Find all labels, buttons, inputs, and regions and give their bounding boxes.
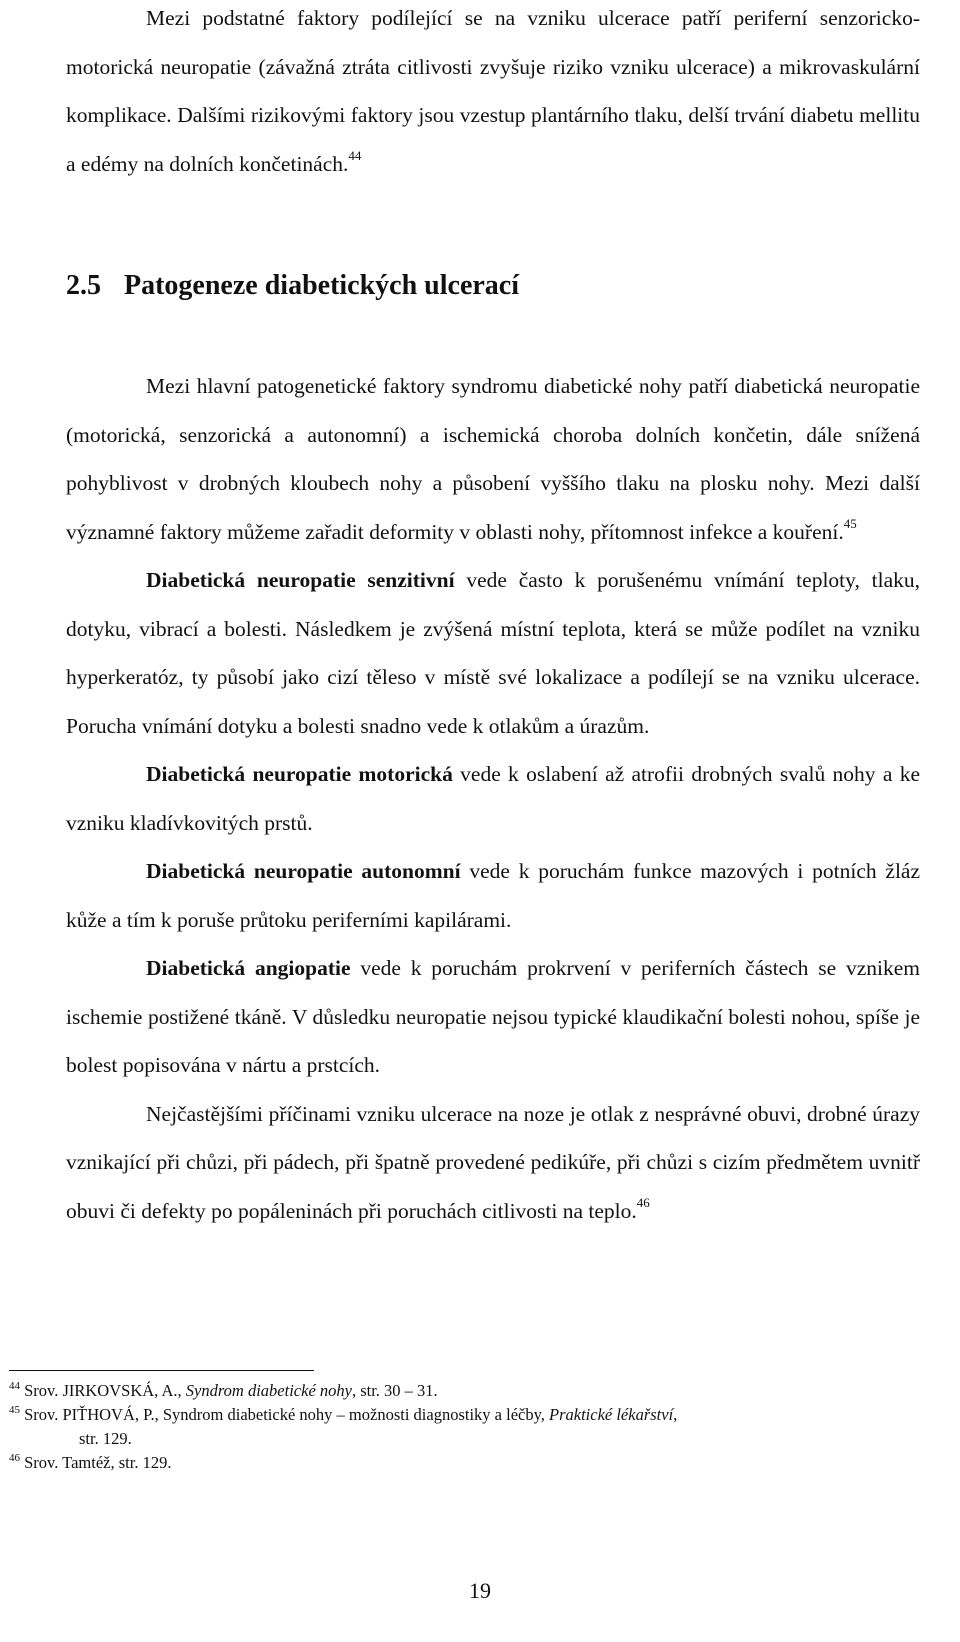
footnote-44: $^{44}$ Srov. JIRKOVSKÁ, A., Syndrom diabetické nohy, str. 30 – 31.	[9, 1380, 438, 1400]
footnote-46: $^{46}$ Srov. Tamtéž, str. 129.	[9, 1452, 172, 1472]
section-title: Patogeneze diabetických ulcerací	[124, 270, 520, 301]
intro-text: Mezi podstatné faktory podílející se na vzniku ulcerace patří periferní senzoricko-motorická neuropatie (závažná ztráta citlivosti zvyšuje riziko vzniku ulcerace) a mikrovaskulární komplikace. Dalšími rizikovými faktory jsou vzestup plantárního tlaku, delší trvání diabetu mellitu a edémy na dolních končetinách.	[66, 6, 920, 176]
footnotes	[9, 1379, 909, 1475]
paragraph-ulcer-causes: Nejčastějšími příčinami vzniku ulcerace na noze je otlak z nesprávné obuvi, drobné úrazy vznikající při chůzi, při pádech, při špatně provedené pedikúře, při chůzi s cizím předmětem uvnitř obuvi či defekty po popáleninách při poruchách citlivosti na teplo.$^{46}$	[66, 1101, 920, 1223]
footnote-separator	[9, 1370, 314, 1371]
paragraph-pathogenetic-factors: Mezi hlavní patogenetické faktory syndromu diabetické nohy patří diabetická neuropatie (motorická, senzorická a autonomní) a ischemická choroba dolních končetin, dále snížená pohyblivost v drobných kloubech nohy a působení vyššího tlaku na plosku nohy. Mezi další významné faktory můžeme zařadit deformity v oblasti nohy, přítomnost infekce a kouření.$^{45}$	[66, 374, 920, 544]
term-sensory-neuropathy: Diabetická neuropatie senzitivní	[146, 568, 455, 592]
paragraph-angiopathy: Diabetická angiopatie vede k poruchám prokrvení v periferních částech se vznikem ischemie postižené tkáně. V důsledku neuropatie nejsou typické klaudikační bolesti nohou, spíše je bolest popisována v nártu a prstcích.	[66, 956, 920, 1077]
page-number: 19	[469, 1578, 491, 1603]
term-motor-neuropathy: Diabetická neuropatie motorická	[146, 762, 453, 786]
intro-paragraph	[66, 0, 920, 188]
section-body	[66, 362, 920, 1235]
term-autonomic-neuropathy: Diabetická neuropatie autonomní	[146, 859, 461, 883]
footnote-ref-45[interactable]: 45	[843, 515, 857, 531]
footnote-ref-46[interactable]: 46	[636, 1194, 650, 1210]
footnote-45-continuation: str. 129.	[79, 1429, 132, 1448]
paragraph-sensory-neuropathy: Diabetická neuropatie senzitivní vede často k porušenému vnímání teploty, tlaku, dotyku, vibrací a bolesti. Následkem je zvýšená místní teplota, která se může podílet na vzniku hyperkeratóz, ty působí jako cizí těleso v místě své lokalizace a podílejí se na vzniku ulcerace. Porucha vnímání dotyku a bolesti snadno vede k otlakům a úrazům.	[66, 568, 920, 738]
section-number: 2.5	[66, 270, 101, 301]
paragraph-motor-neuropathy: Diabetická neuropatie motorická vede k oslabení až atrofii drobných svalů nohy a ke vzniku kladívkovitých prstů.	[66, 762, 920, 835]
footnote-45: $^{45}$ Srov. PIŤHOVÁ, P., Syndrom diabetické nohy – možnosti diagnostiky a léčby, Praktické lékařství,	[9, 1404, 678, 1424]
paragraph-autonomic-neuropathy: Diabetická neuropatie autonomní vede k poruchám funkce mazových i potních žláz kůže a tím k poruše průtoku periferními kapilárami.	[66, 859, 920, 932]
section-heading	[66, 270, 519, 302]
footnote-ref-44[interactable]: 44	[348, 147, 362, 163]
term-angiopathy: Diabetická angiopatie	[146, 956, 351, 980]
